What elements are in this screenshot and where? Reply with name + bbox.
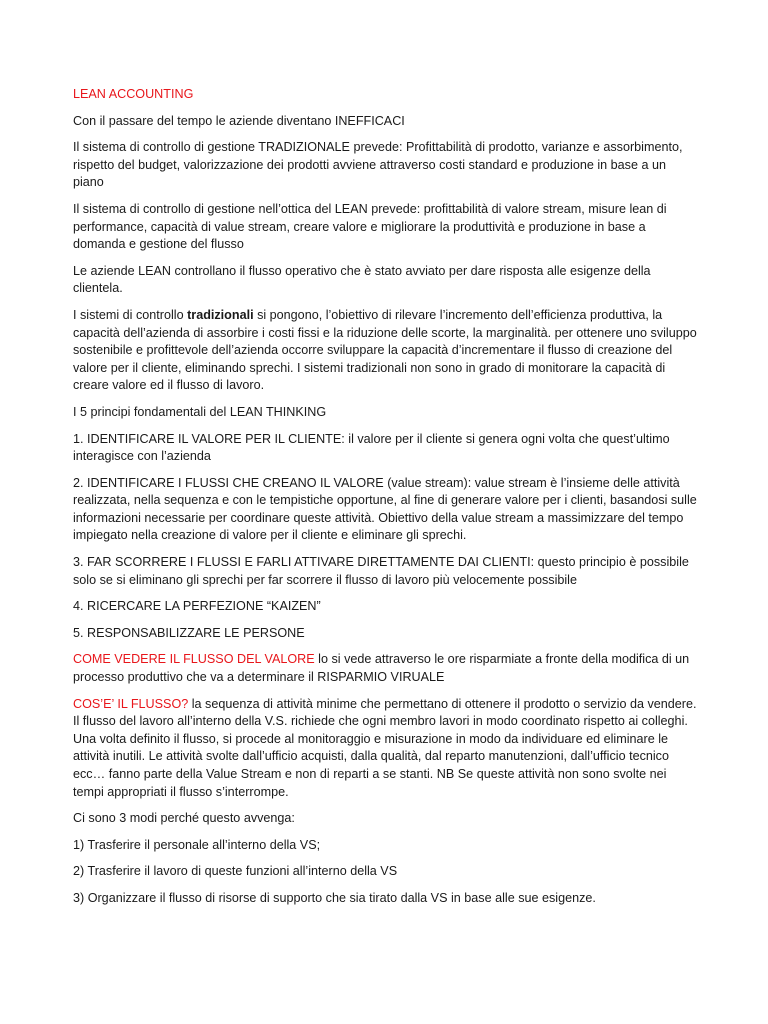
text-span: si pongono, l’obiettivo di rilevare l’incremento dell’efficienza produttiva, la capacità dell’azienda di assorbire i costi fissi e la riduzione delle scorte, la marginalità. per ottenere uno sviluppo sostenibile e profittevole dell’azienda occorre sviluppare la capacità d’incrementare il flusso di creazione del valore per il cliente, eliminando sprechi. I sistemi tradizionali non sono in grado di monitorare la capacità di creare valore ed il flusso di lavoro.: [73, 307, 697, 393]
paragraph-principles-heading: I 5 principi fondamentali del LEAN THINKING: [73, 404, 327, 419]
text-span: lo si vede attraverso le ore risparmiate a fronte della modifica di un processo produttivo che va a determinare il RISPARMIO VIRUALE: [73, 652, 690, 685]
principle-item: 5. RESPONSABILIZZARE LE PERSONE: [73, 625, 305, 640]
paragraph-lean-system: Il sistema di controllo di gestione nell’ottica del LEAN prevede: profittabilità di valore stream, misure lean di performance, capacità di value stream, creare valore e migliorare la produttività e produzione in base a domanda e gestione del flusso: [73, 201, 667, 252]
document-title: LEAN ACCOUNTING: [73, 87, 194, 101]
paragraph-traditional-controls: [73, 307, 700, 395]
principle-item: 4. RICERCARE LA PERFEZIONE “KAIZEN”: [73, 599, 321, 614]
paragraph-intro: Con il passare del tempo le aziende diventano INEFFICACI: [73, 113, 405, 128]
mode-item: 1) Trasferire il personale all’interno della VS;: [73, 837, 321, 852]
mode-item: 3) Organizzare il flusso di risorse di supporto che sia tirato dalla VS in base alle sue esigenze.: [73, 890, 596, 905]
paragraph-three-modes: Ci sono 3 modi perché questo avvenga:: [73, 811, 295, 826]
text-span: la sequenza di attività minime che permettano di ottenere il prodotto o servizio da vendere. Il flusso del lavoro all’interno della V.S. richiede che ogni membro lavori in modo coordinato rispetto ai colleghi. Una volta definito il flusso, si procede al monitoraggio e misurazione in modo da individuare ed eliminare le attività inutili. Le attività svolte dall’ufficio acquisti, dalla qualità, dal reparto manutenzioni, dall’ufficio tecnico ecc… fanno parte della Value Stream e non di reparti a se stanti. NB Se queste attività non sono svolte nei tempi appropriati il flusso s’interrompe.: [73, 696, 697, 799]
paragraph-lean-companies: Le aziende LEAN controllano il flusso operativo che è stato avviato per dare risposta alle esigenze della clientela.: [73, 263, 651, 296]
red-heading: COME VEDERE IL FLUSSO DEL VALORE: [73, 652, 315, 667]
bold-term: tradizionali: [187, 307, 254, 322]
paragraph-what-is-flow: [73, 696, 700, 802]
red-heading: COS’E’ IL FLUSSO?: [73, 696, 189, 711]
paragraph-traditional-system: Il sistema di controllo di gestione TRADIZIONALE prevede: Profittabilità di prodotto, varianze e assorbimento, rispetto del budget, valorizzazione dei prodotti avviene attraverso costi standard e produzione in base a un piano: [73, 140, 683, 190]
paragraph-value-flow: [73, 651, 700, 686]
text-span: I sistemi di controllo: [73, 307, 188, 322]
mode-item: 2) Trasferire il lavoro di queste funzioni all’interno della VS: [73, 864, 398, 879]
principle-item: 2. IDENTIFICARE I FLUSSI CHE CREANO IL VALORE (value stream): value stream è l’insieme delle attività realizzata, nella sequenza e con le tempistiche opportune, al fine di generare valore per i clienti, basandosi sulle informazioni necessarie per coordinare queste attività. Obiettivo della value stream a massimizzare del tempo impiegato nella creazione di valore per il cliente e eliminare gli sprechi.: [73, 475, 697, 543]
principle-item: 3. FAR SCORRERE I FLUSSI E FARLI ATTIVARE DIRETTAMENTE DAI CLIENTI: questo principio è possibile solo se si eliminano gli sprechi per far scorrere il flusso di lavoro più velocemente possibile: [73, 555, 689, 587]
principle-item: 1. IDENTIFICARE IL VALORE PER IL CLIENTE: il valore per il cliente si genera ogni volta che quest’ultimo interagisce con l’azienda: [73, 431, 670, 464]
